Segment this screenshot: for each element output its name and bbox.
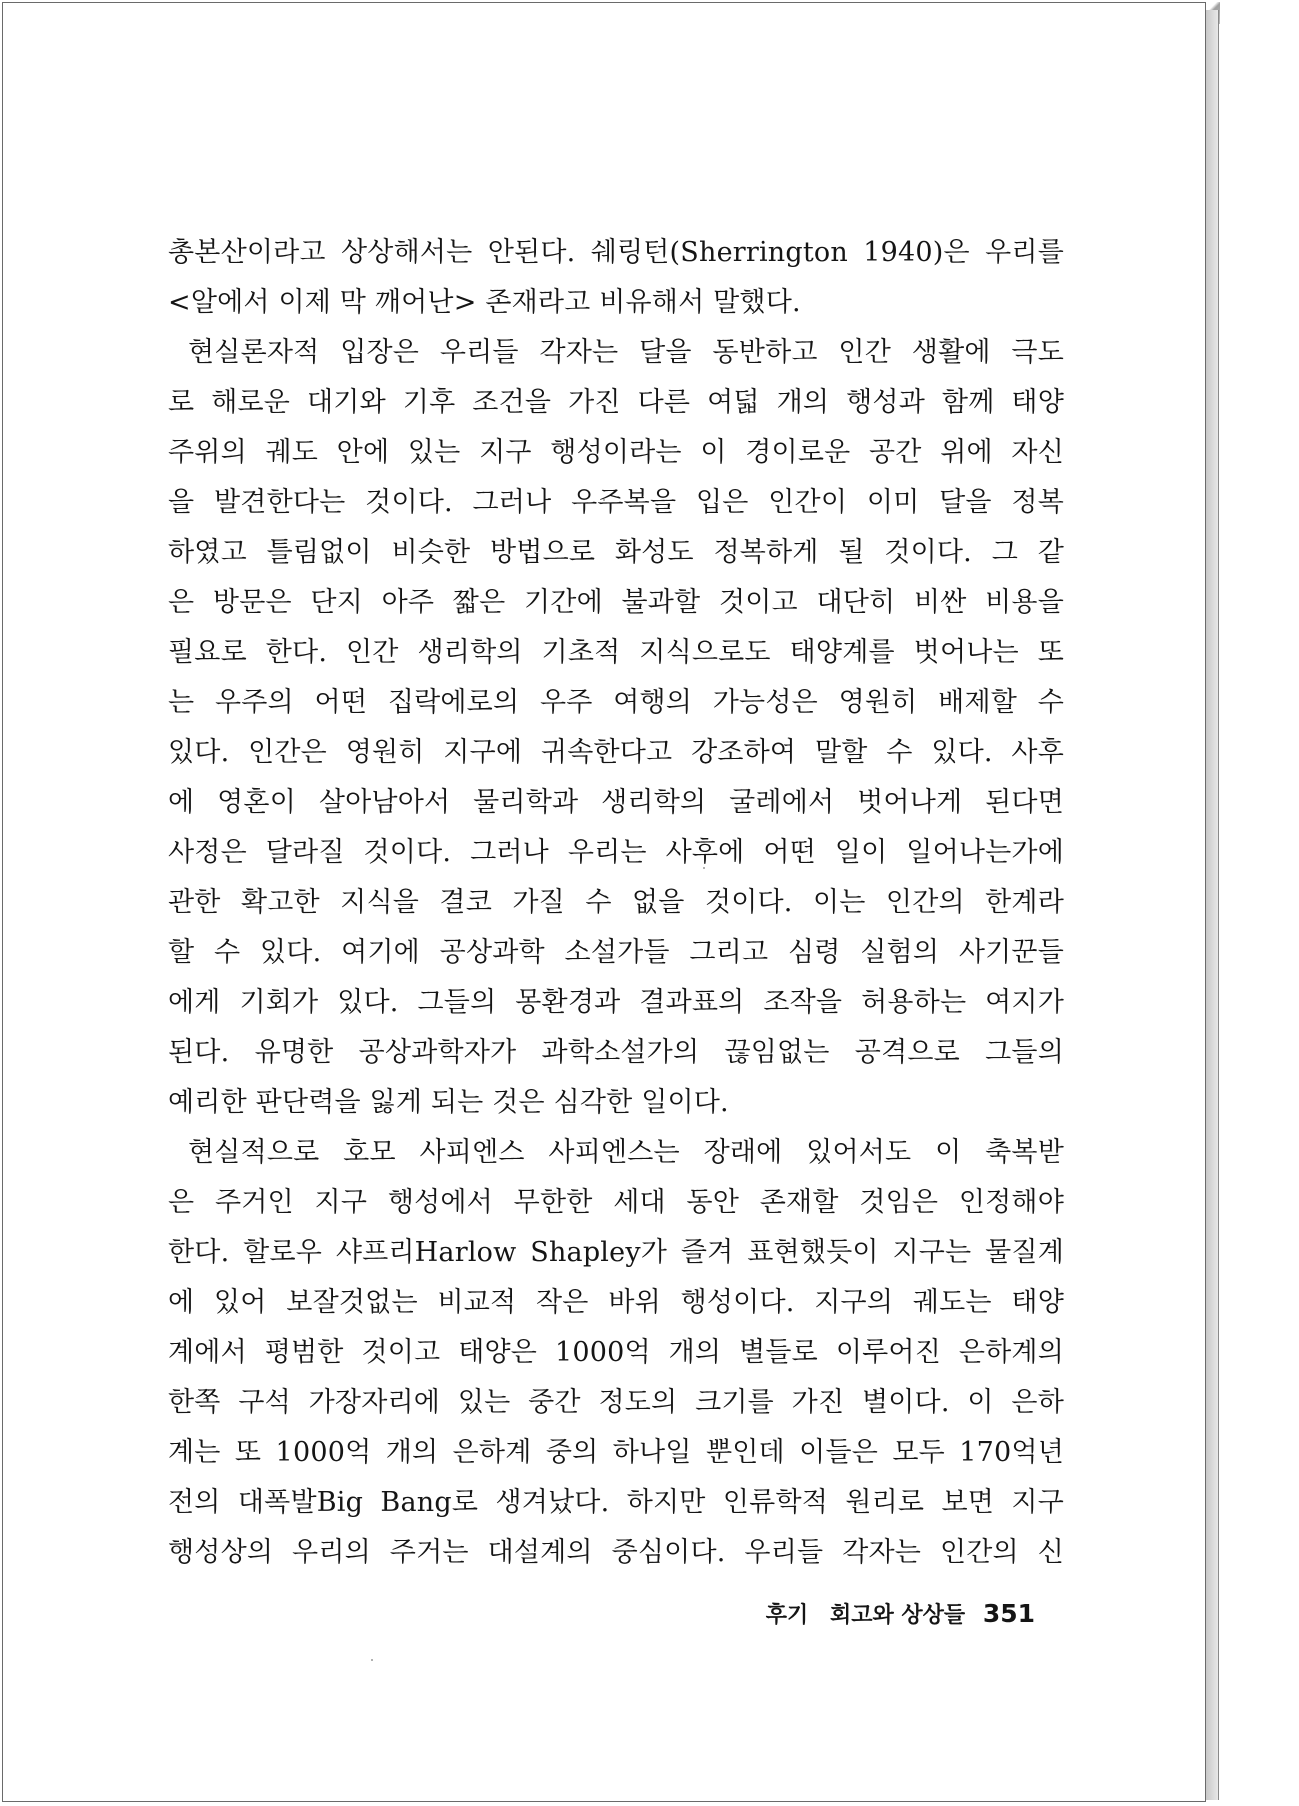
text-line: 현실적으로 호모 사피엔스 사피엔스는 장래에 있어서도 이 축복받 [188,1137,1064,1168]
text-line: 에 영혼이 살아남아서 물리학과 생리학의 굴레에서 벗어나게 된다면 [168,787,1064,818]
text-line: 필요로 한다. 인간 생리학의 기초적 지식으로도 태양계를 벗어나는 또 [168,637,1064,668]
paragraph-1 [168,228,1064,328]
text-line: 계는 또 1000억 개의 은하계 중의 하나일 뿐인데 이들은 모두 170억년 [168,1437,1064,1468]
text-line: 은 주거인 지구 행성에서 무한한 세대 동안 존재할 것임은 인정해야 [168,1187,1064,1218]
text-line: 하였고 틀림없이 비슷한 방법으로 화성도 정복하게 될 것이다. 그 같 [168,537,1064,568]
running-footer [745,1598,1035,1629]
text-line: 있다. 인간은 영원히 지구에 귀속한다고 강조하여 말할 수 있다. 사후 [168,737,1064,768]
text-line: 로 해로운 대기와 기후 조건을 가진 다른 여덟 개의 행성과 함께 태양 [168,387,1064,418]
text-line: 된다. 유명한 공상과학자가 과학소설가의 끊임없는 공격으로 그들의 [168,1037,1064,1068]
page-number: 351 [982,1599,1035,1628]
text-line: 사정은 달라질 것이다. 그러나 우리는 사후에 어떤 일이 일어나는가에 [168,837,1064,868]
text-line: 한쪽 구석 가장자리에 있는 중간 정도의 크기를 가진 별이다. 이 은하 [168,1387,1064,1418]
body-text [168,228,1064,1578]
text-line: 주위의 궤도 안에 있는 지구 행성이라는 이 경이로운 공간 위에 자신 [168,437,1064,468]
footer-chapter-title: 회고와 상상들 [829,1603,966,1628]
text-line: 현실론자적 입장은 우리들 각자는 달을 동반하고 인간 생활에 극도 [188,337,1064,368]
paragraph-2 [168,328,1064,1128]
text-line: 에게 기회가 있다. 그들의 몽환경과 결과표의 조작을 허용하는 여지가 [168,987,1064,1018]
text-line: <알에서 이제 막 깨어난> 존재라고 비유해서 말했다. [168,287,801,318]
text-line: 계에서 평범한 것이고 태양은 1000억 개의 별들로 이루어진 은하계의 [168,1337,1064,1368]
text-line: 행성상의 우리의 주거는 대설계의 중심이다. 우리들 각자는 인간의 신 [168,1537,1064,1568]
text-line: 을 발견한다는 것이다. 그러나 우주복을 입은 인간이 이미 달을 정복 [168,487,1064,518]
text-line: 할 수 있다. 여기에 공상과학 소설가들 그리고 심령 실험의 사기꾼들 [168,937,1064,968]
footer-section: 후기 [765,1603,809,1628]
paragraph-3 [168,1128,1064,1578]
text-line: 에 있어 보잘것없는 비교적 작은 바위 행성이다. 지구의 궤도는 태양 [168,1287,1064,1318]
text-line: 전의 대폭발Big Bang로 생겨났다. 하지만 인류학적 원리로 보면 지구 [168,1487,1064,1518]
text-line: 는 우주의 어떤 집락에로의 우주 여행의 가능성은 영원히 배제할 수 [168,687,1064,718]
text-line: 한다. 할로우 샤프리Harlow Shapley가 즐겨 표현했듯이 지구는 물질계 [168,1237,1064,1268]
text-line: 총본산이라고 상상해서는 안된다. 쉐링턴(Sherrington 1940)은 우리를 [168,237,1064,268]
text-line: 예리한 판단력을 잃게 되는 것은 심각한 일이다. [168,1087,729,1118]
text-line: 은 방문은 단지 아주 짧은 기간에 불과할 것이고 대단히 비싼 비용을 [168,587,1064,618]
text-line: 관한 확고한 지식을 결코 가질 수 없을 것이다. 이는 인간의 한계라 [168,887,1064,918]
print-speck [371,1659,373,1661]
